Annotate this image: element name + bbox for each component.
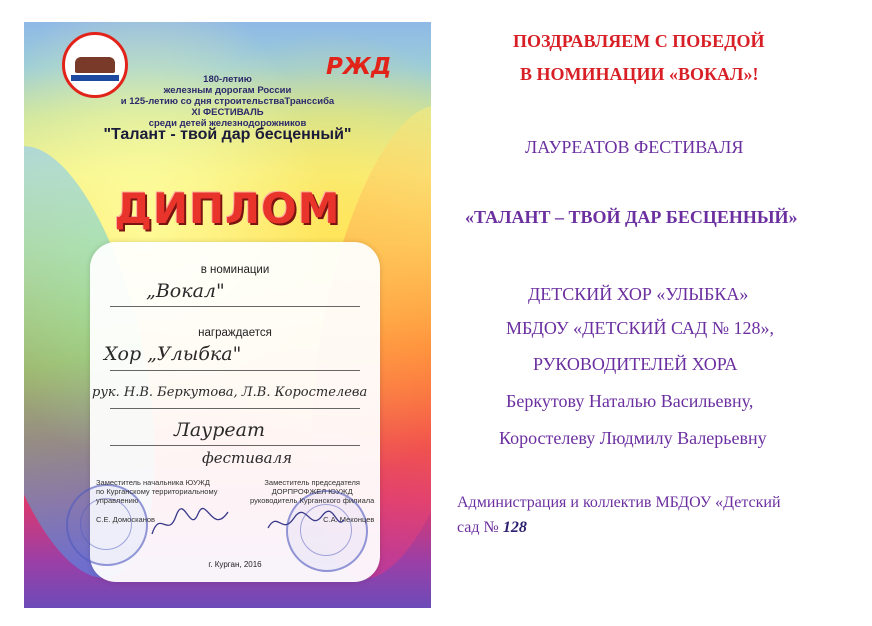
diploma-footer: г. Курган, 2016 [208,560,262,569]
diploma-motto: "Талант - твой дар бесценный" [103,126,352,143]
signer-right-name: С.А. Меконцев [323,515,375,524]
awarded-label: награждается [198,327,272,339]
signer-right-line: ДОРПРОФЖЕЛ ЮУЖД [271,487,353,496]
signature-line-2 [457,519,527,537]
signature-right-icon [266,508,346,538]
festival-name: «ТАЛАНТ – ТВОЙ ДАР БЕСЦЕННЫЙ» [465,207,798,227]
leader-name-2: Коростелеву Людмилу Валерьевну [499,428,767,448]
diploma-header-line: железным дорогам России [163,85,292,96]
signer-right-line: руководитель Курганского филиала [250,496,375,505]
signer-left-line: Заместитель начальника ЮУЖД [96,478,210,487]
status-handwritten-2: фестиваля [202,449,293,467]
line [110,306,360,307]
leaders-handwritten: рук. Н.В. Беркутова, Л.В. Коростелева [92,385,368,400]
kindergarten-number: 128 [502,519,527,536]
line [110,370,360,371]
in-nomination-label: в номинации [200,264,270,276]
line [110,445,360,446]
diploma-title: ДИПЛОМ [114,184,341,233]
diploma-header-line: и 125-летию со дня строительстваТранссиба [120,96,335,107]
signer-left-line: управлению [96,496,139,505]
signature-left-icon [150,504,230,544]
train-icon [75,57,115,73]
signature-line-2-prefix: сад № [457,519,503,536]
diploma-image [24,22,431,608]
leader-name-1: Беркутову Наталью Васильевну, [506,391,754,411]
signature-line-1: Администрация и коллектив МБДОУ «Детский [457,494,781,511]
rzd-logo: РЖД [326,54,392,80]
congrats-line-2: В НОМИНАЦИИ «ВОКАЛ»! [520,64,759,84]
signer-left-line: по Курганскому территориальному [96,487,218,496]
leaders-heading: РУКОВОДИТЕЛЕЙ ХОРА [533,354,738,374]
choir-name: ДЕТСКИЙ ХОР «УЛЫБКА» [528,284,749,304]
nomination-handwritten: „Вокал" [146,280,225,302]
diploma-header-line: 180-летию [203,74,252,85]
diploma-header-line: XI ФЕСТИВАЛЬ [191,107,264,118]
congrats-line-1: ПОЗДРАВЛЯЕМ С ПОБЕДОЙ [513,31,765,51]
kindergarten-name: МБДОУ «ДЕТСКИЙ САД № 128», [506,318,775,338]
congrats-line-3: ЛАУРЕАТОВ ФЕСТИВАЛЯ [525,137,744,157]
awardee-handwritten: Хор „Улыбка" [104,343,242,365]
status-handwritten-1: Лауреат [174,419,265,441]
signer-left-name: С.Е. Домосканов [96,515,155,524]
diploma-panel [90,242,380,582]
line [110,408,360,409]
signer-right-line: Заместитель председателя [264,478,360,487]
diploma-header [24,74,431,129]
diploma-header-line: среди детей железнодорожников [148,118,307,129]
